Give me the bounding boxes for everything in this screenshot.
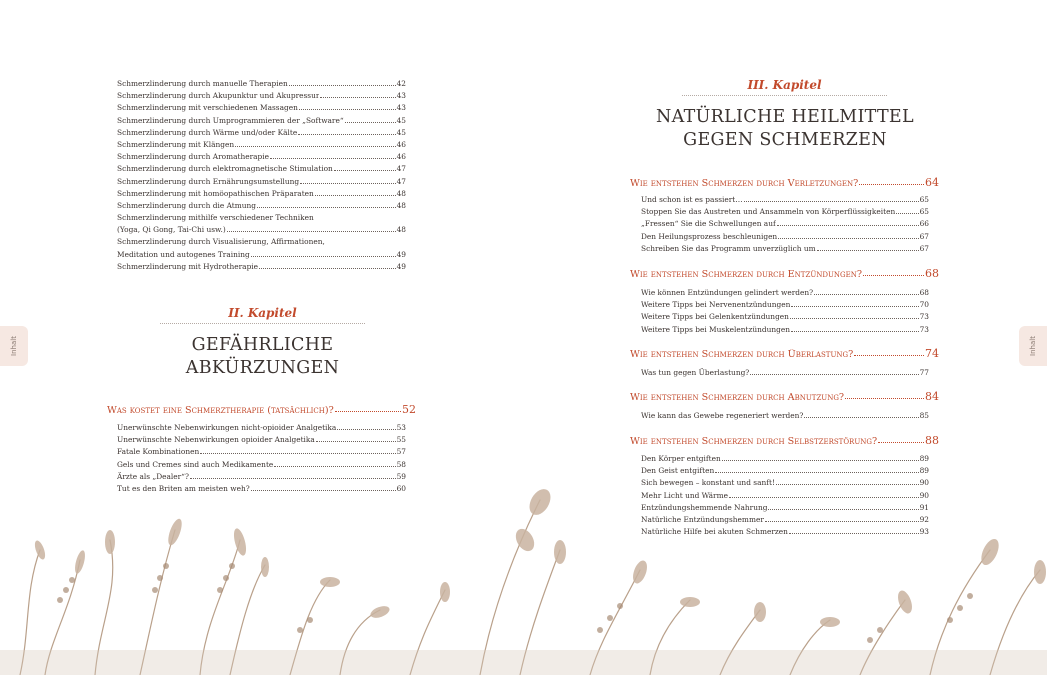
toc-item[interactable]: Wie kann das Gewebe regeneriert werden? 85 [641, 411, 929, 420]
chapter-title: NATÜRLICHE HEILMITTEL GEGEN SCHMERZEN [656, 107, 914, 150]
toc-item[interactable]: Schmerzlinderung mit Klängen 46 [117, 139, 406, 149]
toc-item[interactable]: Schmerzlinderung mithilfe verschiedener Techniken [117, 213, 314, 223]
toc-item[interactable]: Und schon ist es passiert… 65 [641, 195, 929, 204]
toc-item[interactable]: Schmerzlinderung durch Umprogrammieren der „Software“ 45 [117, 115, 406, 125]
toc-item[interactable]: Sich bewegen – konstant und sanft! 90 [641, 478, 929, 488]
chapter-divider [682, 95, 887, 96]
toc-item[interactable]: Wie können Entzündungen gelindert werden? 68 [641, 288, 929, 297]
toc-item[interactable]: Den Körper entgiften 89 [641, 454, 929, 463]
chapter-divider [160, 323, 365, 324]
section-heading[interactable]: Wie entstehen Schmerzen durch Abnutzung? 84 [630, 390, 939, 403]
herb-illustration-icon [0, 470, 1047, 675]
toc-item[interactable]: Natürliche Hilfe bei akuten Schmerzen 93 [641, 527, 929, 537]
section-heading[interactable]: Wie entstehen Schmerzen durch Entzündungen? 68 [630, 267, 939, 280]
toc-item[interactable]: Schmerzlinderung durch Wärme und/oder Kälte 45 [117, 127, 406, 137]
side-tab-label: Inhalt [9, 336, 18, 356]
side-tab-left[interactable] [0, 326, 28, 366]
toc-continued-list [117, 78, 406, 273]
side-tab-right[interactable] [1019, 326, 1047, 366]
toc-item[interactable]: Schmerzlinderung mit verschiedenen Massagen 43 [117, 103, 406, 113]
toc-item[interactable]: Schmerzlinderung durch Visualisierung, Affirmationen, [117, 237, 325, 247]
section-heading[interactable]: Was kostet eine Schmerztherapie (tatsächlich)? 52 [107, 403, 416, 416]
toc-item[interactable]: Schmerzlinderung mit homöopathischen Präparaten 48 [117, 188, 406, 198]
toc-item[interactable]: Was tun gegen Überlastung? 77 [641, 368, 929, 377]
toc-item[interactable]: Gels und Cremes sind auch Medikamente 58 [117, 459, 406, 469]
toc-item[interactable]: Schmerzlinderung mit Hydrotherapie 49 [117, 261, 406, 271]
toc-item[interactable]: Unerwünschte Nebenwirkungen nicht-opioider Analgetika 53 [117, 423, 406, 432]
toc-item[interactable]: Entzündungshemmende Nahrung 91 [641, 502, 929, 512]
toc-section-list [641, 367, 929, 379]
toc-item[interactable]: Schmerzlinderung durch Ernährungsumstellung 47 [117, 176, 406, 186]
toc-item[interactable]: Schmerzlinderung durch manuelle Therapien 42 [117, 79, 406, 88]
toc-item[interactable]: Schreiben Sie das Programm unverzüglich um 67 [641, 243, 929, 253]
section-heading[interactable]: Wie entstehen Schmerzen durch Verletzungen? 64 [630, 176, 939, 189]
toc-item[interactable]: Natürliche Entzündungshemmer 92 [641, 514, 929, 524]
toc-section-list [641, 194, 929, 255]
chapter-label: II. Kapitel [228, 306, 297, 320]
section-heading[interactable]: Wie entstehen Schmerzen durch Selbstzerstörung? 88 [630, 434, 939, 447]
chapter-label: III. Kapitel [747, 78, 822, 92]
toc-item[interactable]: Tut es den Briten am meisten weh? 60 [117, 483, 406, 493]
toc-section-list [641, 287, 929, 336]
toc-item[interactable]: „Fressen“ Sie die Schwellungen auf 66 [641, 219, 929, 229]
toc-item[interactable]: Mehr Licht und Wärme 90 [641, 490, 929, 500]
side-tab-label: Inhalt [1028, 336, 1037, 356]
chapter-title: GEFÄHRLICHE ABKÜRZUNGEN [185, 335, 340, 378]
section-heading[interactable]: Wie entstehen Schmerzen durch Überlastung? 74 [630, 347, 939, 360]
toc-item[interactable]: Weitere Tipps bei Muskelentzündungen 73 [641, 324, 929, 334]
toc-item[interactable]: Stoppen Sie das Austreten und Ansammeln von Körperflüssigkeiten 65 [641, 207, 929, 217]
toc-item[interactable]: Den Heilungsprozess beschleunigen 67 [641, 231, 929, 241]
toc-item[interactable]: Ärzte als „Dealer“? 59 [117, 471, 406, 481]
toc-item[interactable]: Unerwünschte Nebenwirkungen opioider Analgetika 55 [117, 435, 406, 445]
toc-item[interactable]: Schmerzlinderung durch elektromagnetische Stimulation 47 [117, 164, 406, 174]
toc-item[interactable]: Schmerzlinderung durch die Atmung 48 [117, 200, 406, 210]
toc-item[interactable]: Schmerzlinderung durch Akupunktur und Akupressur 43 [117, 91, 406, 101]
toc-item[interactable]: (Yoga, Qi Gong, Tai-Chi usw.) 48 [117, 225, 406, 235]
toc-item[interactable]: Fatale Kombinationen 57 [117, 447, 406, 457]
toc-item[interactable]: Weitere Tipps bei Gelenkentzündungen 73 [641, 312, 929, 322]
toc-item[interactable]: Meditation und autogenes Training 49 [117, 249, 406, 259]
toc-item[interactable]: Weitere Tipps bei Nervenentzündungen 70 [641, 300, 929, 310]
toc-section-list [641, 410, 929, 422]
toc-item[interactable]: Den Geist entgiften 89 [641, 466, 929, 476]
toc-item[interactable]: Schmerzlinderung durch Aromatherapie 46 [117, 152, 406, 162]
